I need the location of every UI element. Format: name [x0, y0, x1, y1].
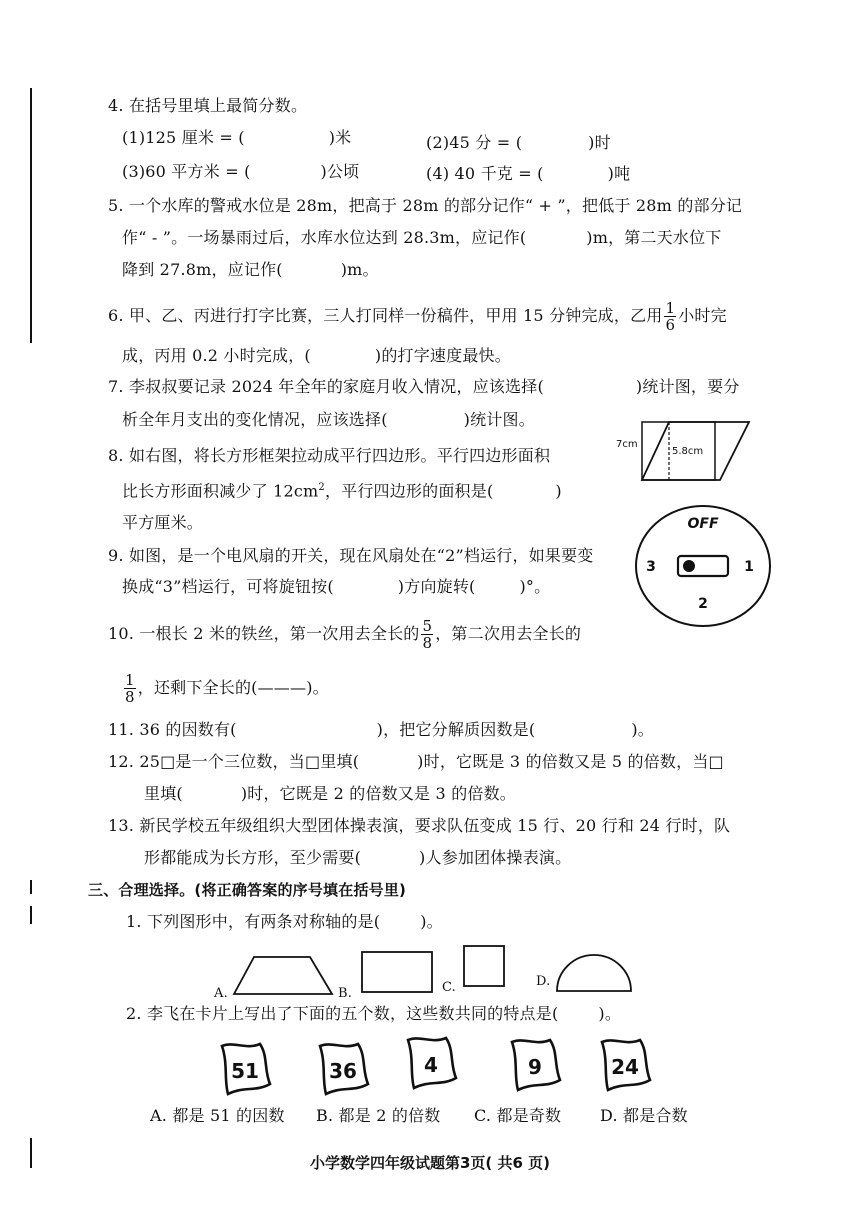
number-card-5 — [596, 1036, 654, 1094]
margin-line-mid2 — [30, 906, 32, 924]
margin-line-mid — [30, 880, 32, 894]
fan-switch-dial — [632, 503, 774, 629]
q13-line1: 13. 新民学校五年级组织大型团体操表演，要求队伍变成 15 行、20 行和 24 行时，队 — [108, 816, 731, 835]
semicircle-shape[interactable] — [554, 952, 634, 994]
trapezoid-shape[interactable] — [232, 954, 334, 998]
option-d-label: D. — [536, 974, 551, 989]
number-card-2 — [314, 1040, 372, 1098]
s3q2-text: 2. 李飞在卡片上写出了下面的五个数，这些数共同的特点是( )。 — [126, 1004, 622, 1023]
fraction-one-sixth: $\frac{1}{6}$ — [665, 299, 676, 334]
card-value: 4 — [424, 1053, 438, 1077]
option-b-label: B. — [338, 986, 353, 1001]
s3q2-option-c[interactable]: C. 都是奇数 — [474, 1106, 562, 1125]
parallelogram-figure — [612, 414, 762, 482]
height-label: 5.8cm — [672, 446, 704, 457]
q8-line2: 比长方形面积减少了 $12cm^2$，平行四边形的面积是( ) — [122, 481, 562, 501]
margin-line-top — [30, 88, 32, 343]
card-value: 51 — [231, 1059, 259, 1083]
side-label: 7cm — [616, 439, 638, 450]
q9-line1: 9. 如图，是一个电风扇的开关，现在风扇处在“2”档运行，如果要变 — [108, 546, 594, 565]
card-value: 36 — [329, 1059, 357, 1083]
rectangle-shape[interactable] — [360, 950, 434, 994]
q5-line2: 作“ - ”。一场暴雨过后，水库水位达到 28.3m，应记作( )m，第二天水位下 — [122, 228, 722, 247]
q11-line: 11. 36 的因数有( )，把它分解质因数是( )。 — [108, 720, 654, 739]
dial-2-label: 2 — [698, 596, 708, 612]
option-c-label: C. — [442, 980, 457, 995]
q6-line2: 成，丙用 0.2 小时完成，( )的打字速度最快。 — [122, 346, 511, 365]
dial-off-label: OFF — [687, 516, 719, 532]
q7-line1: 7. 李叔叔要记录 2024 年全年的家庭月收入情况，应该选择( )统计图，要分 — [108, 377, 740, 396]
s3q2-option-a[interactable]: A. 都是 51 的因数 — [150, 1106, 285, 1125]
section-3-title: 三、合理选择。(将正确答案的序号填在括号里) — [88, 881, 407, 899]
fraction-five-eighths: $\frac{5}{8}$ — [422, 617, 433, 652]
q10-line1: 10. 一根长 2 米的铁丝，第一次用去全长的 $\frac{5}{8}$ ，第二次用去全长的 — [108, 617, 582, 652]
option-a-label: A. — [214, 986, 228, 1001]
q9-line2: 换成“3”档运行，可将旋钮按( )方向旋转( )°。 — [122, 577, 551, 596]
q12-line2: 里填( )时，它既是 2 的倍数又是 3 的倍数。 — [144, 784, 516, 803]
dial-1-label: 1 — [744, 559, 754, 575]
q8-line3: 平方厘米。 — [122, 513, 204, 532]
s3q1-text: 1. 下列图形中，有两条对称轴的是( )。 — [126, 912, 443, 931]
page-footer: 小学数学四年级试题第3页( 共6 页) — [309, 1154, 551, 1172]
s3q2-option-b[interactable]: B. 都是 2 的倍数 — [316, 1106, 441, 1125]
q4-part1: (1)125 厘米 = ( )米 — [122, 128, 352, 147]
q5-line3: 降到 27.8m，应记作( )m。 — [122, 260, 379, 279]
number-card-3 — [402, 1034, 460, 1092]
q4-part4: (4) 40 千克 = ( )吨 — [426, 164, 631, 183]
q7-line2: 析全年月支出的变化情况，应该选择( )统计图。 — [122, 410, 535, 429]
q4-part2: (2)45 分 = ( )时 — [426, 133, 611, 152]
s3q2-option-d[interactable]: D. 都是合数 — [600, 1106, 688, 1125]
q6-line1: 6. 甲、乙、丙进行打字比赛，三人打同样一份稿件，甲用 15 分钟完成，乙用 $\frac{1}{6}$ 小时完 — [108, 299, 727, 334]
q10-line2: $\frac{1}{8}$ ，还剩下全长的(———)。 — [125, 671, 329, 706]
square-shape[interactable] — [462, 944, 506, 988]
q13-line2: 形都能成为长方形，至少需要( )人参加团体操表演。 — [144, 848, 572, 867]
card-value: 9 — [528, 1055, 542, 1079]
card-value: 24 — [611, 1055, 639, 1079]
knob-dot-icon — [683, 560, 695, 572]
q12-line1: 12. 25□是一个三位数，当□里填( )时，它既是 3 的倍数又是 5 的倍数，当□ — [108, 752, 724, 771]
q8-line1: 8. 如右图，将长方形框架拉动成平行四边形。平行四边形面积 — [108, 446, 551, 465]
q5-line1: 5. 一个水库的警戒水位是 28m，把高于 28m 的部分记作“ + ”，把低于 28m 的部分记 — [108, 196, 743, 215]
fraction-one-eighth: $\frac{1}{8}$ — [125, 671, 135, 706]
q4-part3: (3)60 平方米 = ( )公顷 — [122, 162, 360, 181]
dial-3-label: 3 — [646, 559, 656, 575]
number-card-4 — [506, 1036, 564, 1094]
q4-title: 4. 在括号里填上最简分数。 — [108, 96, 308, 115]
number-card-1 — [216, 1040, 274, 1098]
